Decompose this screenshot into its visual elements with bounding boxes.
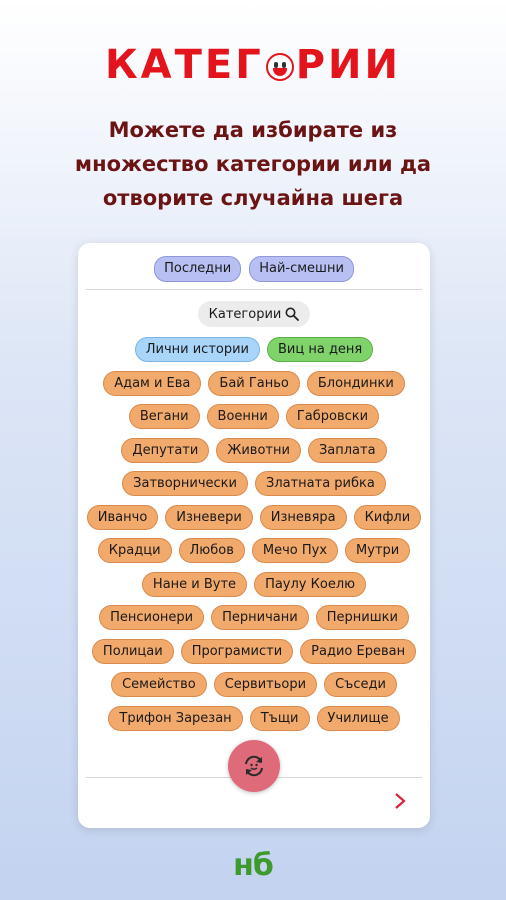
category-chip[interactable]: Съседи [324,672,397,697]
category-row [78,501,430,535]
category-chip[interactable]: Животни [216,438,301,463]
smiley-icon [266,53,294,81]
category-row [78,568,430,602]
category-chip[interactable]: Трифон Зарезан [108,706,242,731]
tab-funniest[interactable]: Най-смешни [249,256,354,282]
random-refresh-icon [240,752,268,780]
category-chip[interactable]: Адам и Ева [103,371,201,396]
app-screen [78,243,430,828]
category-chip[interactable]: Блондинки [307,371,405,396]
category-chip[interactable]: Пернишки [316,605,409,630]
category-chip[interactable]: Военни [207,404,279,429]
category-row [78,601,430,635]
category-row [78,668,430,702]
category-chip[interactable]: Семейство [111,672,207,697]
random-joke-button[interactable] [228,740,280,792]
category-chip[interactable]: Габровски [286,404,379,429]
categories-search-button[interactable] [198,301,310,327]
category-row [78,434,430,468]
category-row [78,702,430,736]
category-chip[interactable]: Радио Ереван [300,639,416,664]
category-chip[interactable]: Златната рибка [255,471,386,496]
category-chip[interactable]: Депутати [121,438,209,463]
category-chip[interactable]: Паулу Коелю [254,572,366,597]
search-label: Категории [208,306,282,322]
category-chip[interactable]: Изневери [165,505,253,530]
category-chip[interactable]: Кифли [354,505,422,530]
category-chip[interactable]: Любов [179,538,245,563]
category-chip[interactable]: Училище [317,706,400,731]
category-chip[interactable]: Бай Ганьо [208,371,299,396]
tab-divider [86,289,422,290]
category-chip[interactable]: Пенсионери [99,605,204,630]
category-chip[interactable]: Тъщи [250,706,310,731]
category-chip[interactable]: Полицаи [92,639,174,664]
category-chip[interactable]: Мутри [345,538,410,563]
category-chip[interactable]: Мечо Пух [252,538,338,563]
category-chip[interactable]: Сервитьори [214,672,317,697]
category-chip[interactable]: Иванчо [87,505,159,530]
category-row [78,534,430,568]
category-chip[interactable]: Перничани [211,605,309,630]
category-row [78,367,430,401]
page-subtitle: Можете да избирате из множество категории или да отворите случайна шега [74,118,432,210]
chip-joke-of-the-day[interactable]: Виц на деня [267,337,373,362]
category-chip[interactable]: Програмисти [181,639,293,664]
category-chip[interactable]: Заплата [308,438,387,463]
tab-latest[interactable]: Последни [154,256,241,282]
category-chip[interactable]: Нане и Вуте [142,572,247,597]
special-row [78,333,430,367]
category-chip[interactable]: Затворнически [122,471,248,496]
chevron-right-icon[interactable] [392,791,408,811]
category-chip[interactable]: Вегани [129,404,200,429]
category-list [78,327,430,735]
category-row [78,467,430,501]
category-row [78,635,430,669]
category-row [78,400,430,434]
page-title [0,42,506,88]
category-chip[interactable]: Изневяра [260,505,347,530]
title-part1: КАТЕГ [104,42,264,88]
tab-bar [78,243,430,289]
category-chip[interactable]: Крадци [98,538,172,563]
search-icon [285,307,299,321]
chip-personal-stories[interactable]: Лични истории [135,337,260,362]
brand-logo: нб [233,848,273,883]
title-part2: РИИ [295,42,402,88]
